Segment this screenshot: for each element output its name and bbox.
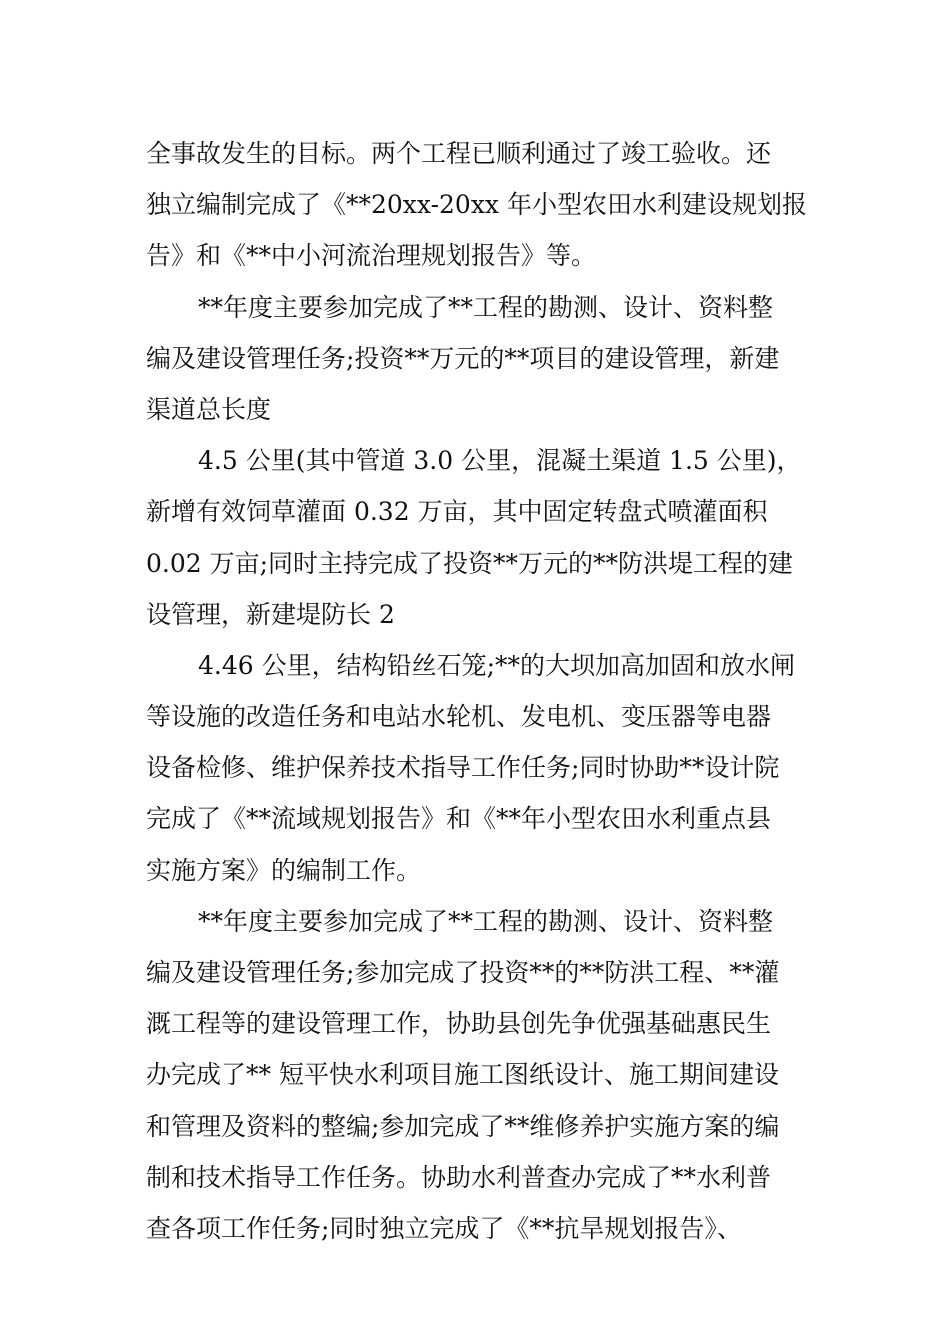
text-line: 和管理及资料的整编;参加完成了**维修养护实施方案的编 [146, 1111, 780, 1141]
text-line: 渠道总长度 [146, 394, 272, 424]
text-line: 完成了《**流域规划报告》和《**年小型农田水利重点县 [146, 804, 772, 834]
text-line: 办完成了** 短平快水利项目施工图纸设计、施工期间建设 [146, 1060, 779, 1090]
text-line: 设备检修、维护保养技术指导工作任务;同时协助**设计院 [146, 753, 780, 783]
text-line: 编及建设管理任务;投资**万元的**项目的建设管理，新建 [146, 343, 780, 373]
text-line: 0.02 万亩;同时主持完成了投资**万元的**防洪堤工程的建 [146, 548, 794, 578]
text-line: 编及建设管理任务;参加完成了投资**的**防洪工程、**灌 [146, 958, 780, 987]
text-line: 新增有效饲草灌面 0.32 万亩，其中固定转盘式喷灌面积 [146, 497, 768, 527]
text-line: 溉工程等的建设管理工作，协助县创先争优强基础惠民生 [146, 1009, 772, 1039]
text-line: 全事故发生的目标。两个工程已顺利通过了竣工验收。还 [146, 139, 772, 168]
text-line: 独立编制完成了《**20xx-20xx 年小型农田水利建设规划报 [146, 190, 807, 220]
paragraph-first-line: 4.5 公里(其中管道 3.0 公里，混凝土渠道 1.5 公里)， [198, 446, 802, 476]
text-line: 设管理，新建堤防长 2 [146, 599, 395, 629]
paragraph-first-line: 4.46 公里，结构铅丝石笼;**的大坝加高加固和放水闸 [198, 650, 796, 680]
text-line: 等设施的改造任务和电站水轮机、发电机、变压器等电器 [146, 702, 772, 732]
text-line: 查各项工作任务;同时独立完成了《**抗旱规划报告》、 [146, 1213, 742, 1243]
paragraph-first-line: **年度主要参加完成了**工程的勘测、设计、资料整 [198, 292, 774, 322]
text-line: 告》和《**中小河流治理规划报告》等。 [146, 241, 597, 271]
paragraph-first-line: **年度主要参加完成了**工程的勘测、设计、资料整 [198, 906, 774, 936]
text-line: 实施方案》的编制工作。 [146, 855, 422, 885]
document-body [146, 128, 808, 1254]
text-line: 制和技术指导工作任务。协助水利普查办完成了**水利普 [146, 1162, 772, 1192]
